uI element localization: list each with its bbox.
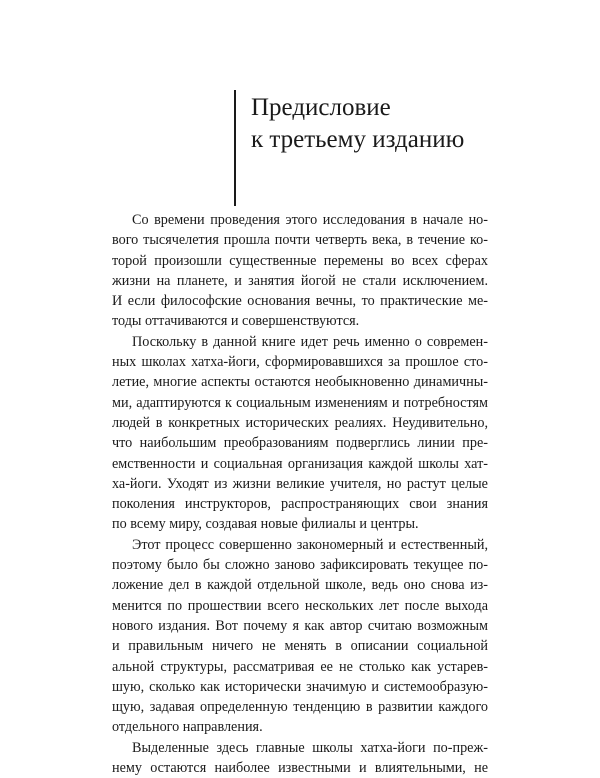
text-line: ха-йоги. Уходят из жизни великие учителя, но растут целые (112, 475, 488, 492)
text-line: Со времени проведения этого исследования в начале но- (132, 212, 488, 228)
text-line: менится по прошествии всего нескольких лет после выхода (112, 597, 488, 614)
chapter-title-line-1: Предисловие (251, 94, 391, 121)
text-line: тоды оттачиваются и совершенствуются. (112, 313, 360, 330)
text-line: ложение дел в каждой отдельной школе, ведь оно снова из- (112, 577, 488, 594)
text-line: И если философские основания вечны, то практические ме- (112, 293, 488, 310)
paragraph (112, 210, 488, 332)
text-line: жизни на планете, и занятия йогой не стали исключением. (112, 272, 488, 289)
chapter-title (251, 92, 464, 156)
text-line: летие, многие аспекты остаются необыкновенно динамичны- (112, 374, 488, 391)
text-line: шую, сколько как исторически значимую и системообразую- (112, 678, 488, 695)
text-line: ми, адаптируются к социальным изменениям и потребностям (112, 394, 488, 411)
text-line: и правильным ничего не менять в описании социальной (112, 638, 488, 655)
title-vertical-rule (234, 90, 236, 206)
paragraph (112, 332, 488, 535)
paragraph (112, 535, 488, 738)
text-line: торой произошли существенные перемены во всех сферах (112, 252, 488, 269)
paragraph (112, 738, 488, 778)
chapter-title-line-2: к третьему изданию (251, 126, 465, 153)
text-line: щую, задавая определенную тенденцию в развитии каждого (112, 699, 488, 716)
body-text (112, 210, 488, 778)
text-line: по всему миру, создавая новые филиалы и центры. (112, 516, 419, 533)
text-line: альной структуры, рассматривая ее не столько как устарев- (112, 658, 488, 675)
text-line: поколения инструкторов, распространяющих свои знания (112, 496, 488, 513)
text-line: Выделенные здесь главные школы хатха-йоги по-преж- (132, 739, 488, 756)
text-line: нового издания. Вот почему я как автор считаю возможным (112, 617, 488, 634)
text-line: Поскольку в данной книге идет речь именно о современ- (132, 333, 488, 350)
text-line: ных школах хатха-йоги, сформировавшихся за прошлое сто- (112, 354, 488, 371)
text-line: нему остаются наиболее известными и влиятельными, не (112, 760, 488, 777)
text-line: что наибольшим преобразованиям подверглись линии пре- (112, 435, 488, 452)
text-line: вого тысячелетия прошла почти четверть века, в течение ко- (112, 232, 488, 249)
text-line: емственности и социальная организация каждой школы хат- (112, 455, 488, 472)
text-line: отдельного направления. (112, 719, 263, 736)
text-line: людей в конкретных исторических реалиях. Неудивительно, (112, 414, 488, 431)
text-line: Этот процесс совершенно закономерный и естественный, (132, 536, 488, 553)
text-line: поэтому было бы сложно заново зафиксировать текущее по- (112, 557, 488, 574)
